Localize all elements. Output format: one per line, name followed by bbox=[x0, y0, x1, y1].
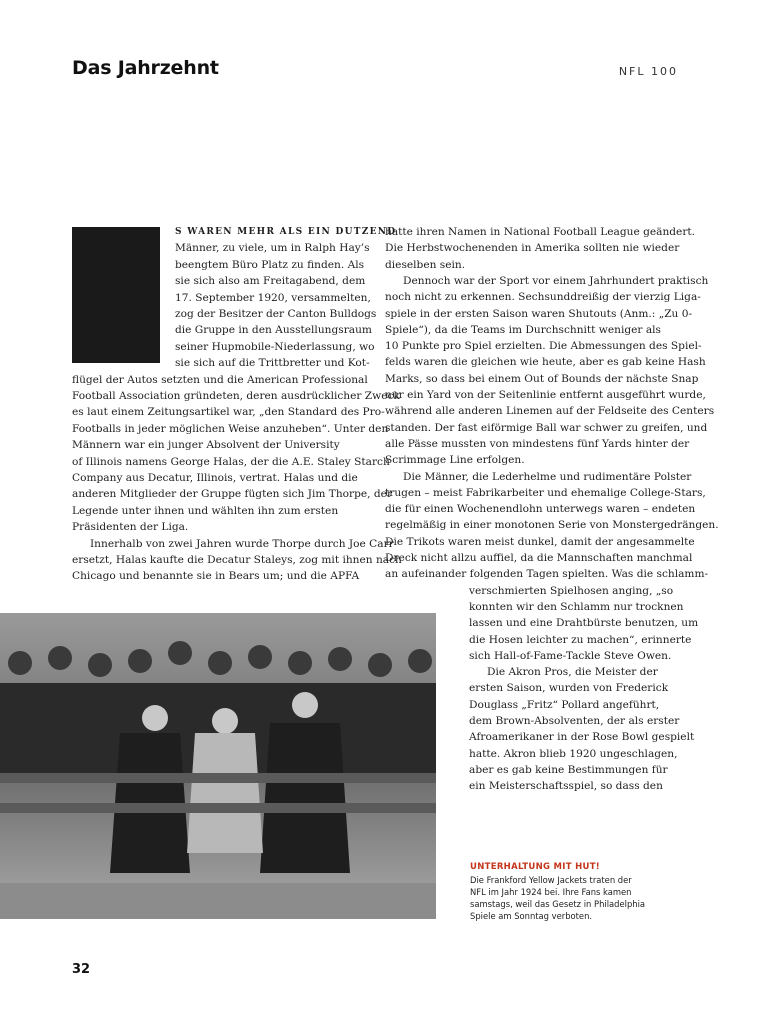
text-line: 10 Punkte pro Spiel erzielten. Die Abmessungen des Spiel- bbox=[385, 340, 702, 353]
text-line: dieselben sein. bbox=[385, 258, 466, 271]
text-line: Männer, zu viele, um in Ralph Hay’s bbox=[175, 242, 370, 255]
text-line: Innerhalb von zwei Jahren wurde Thorpe durch Joe Carr bbox=[90, 537, 394, 550]
text-line: beengtem Büro Platz zu finden. Als bbox=[175, 258, 365, 271]
text-line: dem Brown-Absolventen, der als erster bbox=[469, 715, 680, 727]
text-line: lassen und eine Drahtbürste benutzen, um bbox=[469, 617, 699, 630]
text-line: Präsidenten der Liga. bbox=[72, 521, 189, 534]
page-title: Das Jahrzehnt bbox=[72, 57, 219, 79]
text-line: Scrimmage Line erfolgen. bbox=[385, 454, 525, 467]
text-line: spiele in der ersten Saison waren Shutouts (Anm.: „Zu 0- bbox=[385, 307, 693, 320]
text-line: ersten Saison, wurden von Frederick bbox=[469, 682, 669, 695]
text-line: ersetzt, Halas kaufte die Decatur Staleys, zog mit ihnen nach bbox=[72, 554, 402, 566]
text-line: of Illinois namens George Halas, der die A.E. Staley Starch bbox=[72, 455, 390, 468]
caption-line: Spiele am Sonntag verboten. bbox=[470, 911, 593, 921]
text-line: Chicago und benannte sie in Bears um; und die APFA bbox=[72, 570, 360, 583]
text-line: während alle anderen Linemen auf der Feldseite des Centers bbox=[385, 405, 715, 418]
text-line: die Hosen leichter zu machen“, erinnerte bbox=[469, 633, 692, 646]
text-line: S WAREN MEHR ALS EIN DUTZEND bbox=[175, 227, 397, 237]
text-line: Marks, so dass bei einem Out of Bounds der nächste Snap bbox=[385, 372, 699, 385]
text-line: Dreck nicht allzu auffiel, da die Mannschaften manchmal bbox=[385, 552, 693, 564]
text-line: sich Hall-of-Fame-Tackle Steve Owen. bbox=[469, 649, 672, 662]
text-line: verschmierten Spielhosen anging, „so bbox=[469, 584, 674, 597]
caption-title: UNTERHALTUNG MIT HUT! bbox=[470, 862, 600, 872]
text-line: Die Trikots waren meist dunkel, damit der angesammelte bbox=[385, 535, 695, 548]
text-line: sie sich also am Freitagabend, dem bbox=[175, 275, 366, 288]
text-line: die für einen Wochenendlohn unterwegs waren – endeten bbox=[385, 503, 696, 516]
text-line: Die Männer, die Lederhelme und rudimentäre Polster bbox=[403, 470, 692, 483]
text-line: Football Association gründeten, deren ausdrücklicher Zweck bbox=[72, 390, 400, 402]
text-line: anderen Mitglieder der Gruppe fügten sich Jim Thorpe, der bbox=[72, 488, 393, 501]
text-line: standen. Der fast eiförmige Ball war schwer zu greifen, und bbox=[385, 421, 708, 434]
text-line: sie sich auf die Trittbretter und Kot- bbox=[175, 357, 370, 370]
caption-line: samstags, weil das Gesetz in Philadelphia bbox=[470, 899, 646, 909]
text-line: Spiele“), da die Teams im Durchschnitt weniger als bbox=[385, 323, 661, 336]
text-line: aber es gab keine Bestimmungen für bbox=[469, 763, 668, 776]
text-line: Douglass „Fritz“ Pollard angeführt, bbox=[469, 698, 660, 711]
text-line: Footballs in jeder möglichen Weise anzuheben“. Unter den bbox=[72, 422, 389, 435]
text-line: ein Meisterschaftsspiel, so dass den bbox=[469, 780, 663, 793]
text-line: Legende unter ihnen und wählten ihn zum ersten bbox=[72, 504, 339, 517]
text-line: Die Herbstwochenenden in Amerika sollten nie wieder bbox=[385, 242, 680, 255]
text-line: zog der Besitzer der Canton Bulldogs bbox=[175, 308, 377, 320]
text-line: hatte. Akron blieb 1920 ungeschlagen, bbox=[469, 747, 678, 760]
caption-line: NFL im Jahr 1924 bei. Ihre Fans kamen bbox=[470, 887, 632, 897]
text-line: regelmäßig in einer monotonen Serie von Monstergedrängen. bbox=[385, 519, 719, 532]
text-line: Die Akron Pros, die Meister der bbox=[487, 666, 658, 679]
page-number: 32 bbox=[72, 962, 91, 977]
text-line: seiner Hupmobile-Niederlassung, wo bbox=[175, 340, 375, 353]
text-line: es laut einem Zeitungsartikel war, „den Standard des Pro- bbox=[72, 406, 385, 419]
text-line: Männern war ein junger Absolvent der University bbox=[72, 439, 340, 452]
book-title: NFL 100 bbox=[618, 65, 678, 78]
text-line: hatte ihren Namen in National Football League geändert. bbox=[385, 226, 696, 238]
text-line: 17. September 1920, versammelten, bbox=[175, 291, 371, 304]
text-line: nur ein Yard von der Seitenlinie entfernt ausgeführt wurde, bbox=[385, 389, 706, 401]
caption-line: Die Frankford Yellow Jackets traten der bbox=[470, 875, 632, 885]
text-line: Dennoch war der Sport vor einem Jahrhundert praktisch bbox=[403, 274, 709, 287]
text-line: Company aus Decatur, Illinois, vertrat. Halas und die bbox=[72, 472, 358, 484]
drop-cap-letter bbox=[72, 227, 160, 363]
text-line: an aufeinander folgenden Tagen spielten. Was die schlamm- bbox=[385, 568, 709, 581]
text-line: die Gruppe in den Ausstellungsraum bbox=[175, 324, 372, 337]
text-line: noch nicht zu erkennen. Sechsunddreißig der vierzig Liga- bbox=[385, 291, 701, 304]
text-line: trugen – meist Fabrikarbeiter und ehemalige College-Stars, bbox=[385, 486, 706, 499]
text-line: flügel der Autos setzten und die American Professional bbox=[72, 373, 368, 386]
text-line: Afroamerikaner in der Rose Bowl gespielt bbox=[469, 731, 695, 744]
text-line: felds waren die gleichen wie heute, aber es gab keine Hash bbox=[385, 356, 706, 369]
historic-photo bbox=[0, 613, 436, 919]
text-line: alle Pässe mussten von mindestens fünf Yards hinter der bbox=[385, 437, 690, 450]
fans-photo-illustration bbox=[0, 613, 436, 919]
text-line: konnten wir den Schlamm nur trocknen bbox=[469, 600, 684, 613]
